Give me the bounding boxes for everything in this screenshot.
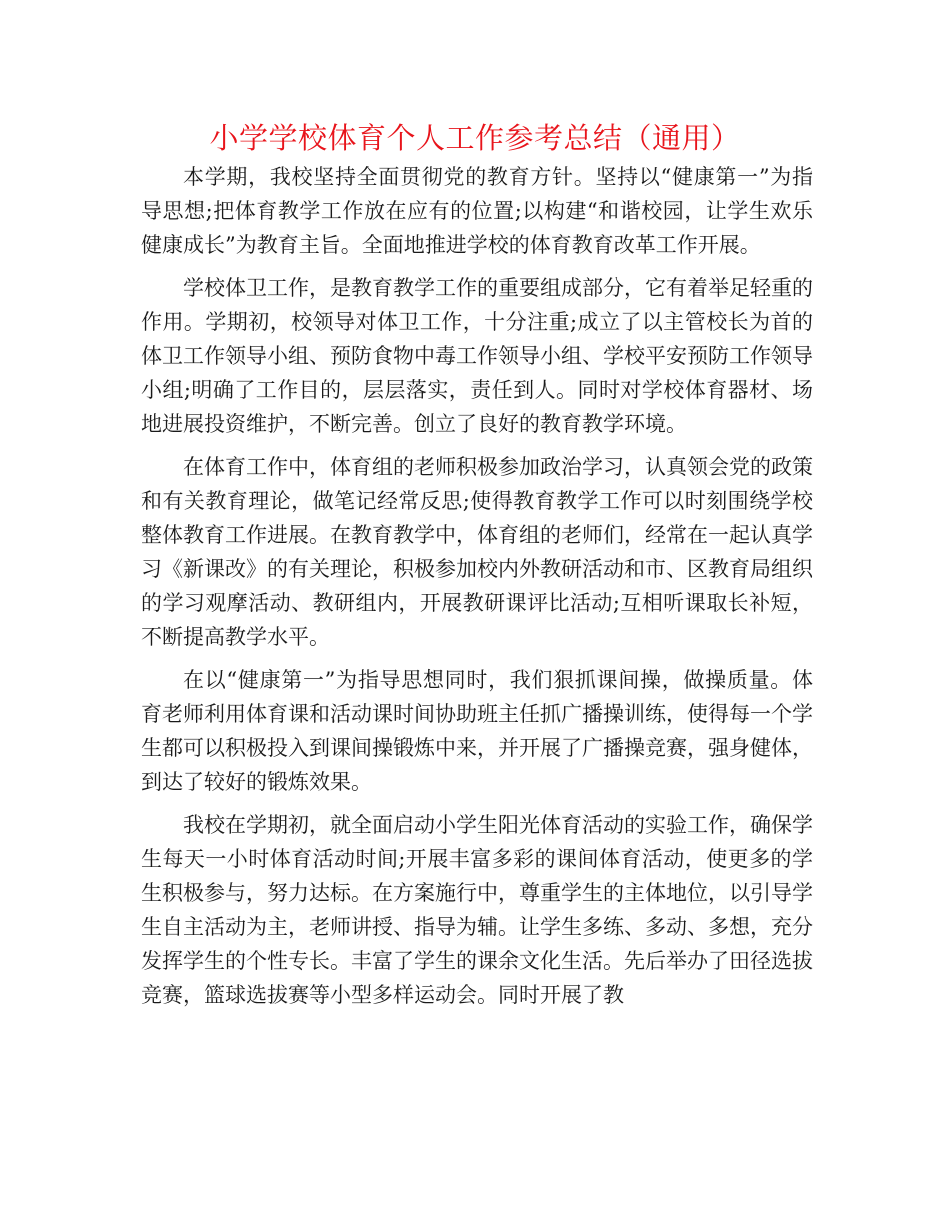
paragraph-3: 在体育工作中，体育组的老师积极参加政治学习，认真领会党的政策和有关教育理论，做笔记经常反思;使得教育教学工作可以时刻围绕学校整体教育工作进展。在教育教学中，体育组的老师们，经常在一起认真学习《新课改》的有关理论，积极参加校内外教研活动和市、区教育局组织的学习观摩活动、教研组内，开展教研课评比活动;互相听课取长补短，不断提高教学水平。 (141, 455, 813, 649)
document-title: 小学学校体育个人工作参考总结（通用） (209, 121, 741, 155)
paragraph-5: 我校在学期初，就全面启动小学生阳光体育活动的实验工作，确保学生每天一小时体育活动时间;开展丰富多彩的课间体育活动，使更多的学生积极参与，努力达标。在方案施行中，尊重学生的主体地位，以引导学生自主活动为主，老师讲授、指导为辅。让学生多练、多动、多想，充分发挥学生的个性专长。丰富了学生的课余文化生活。先后举办了田径选拔竞赛，篮球选拔赛等小型多样运动会。同时开展了教 (141, 813, 813, 1007)
document-body (141, 160, 813, 1021)
paragraph-4: 在以“健康第一”为指导思想同时，我们狠抓课间操，做操质量。体育老师利用体育课和活动课时间协助班主任抓广播操训练，使得每一个学生都可以积极投入到课间操锻炼中来，并开展了广播操竞赛，强身健体，到达了较好的锻炼效果。 (141, 668, 813, 794)
paragraph-1: 本学期，我校坚持全面贯彻党的教育方针。坚持以“健康第一”为指导思想;把体育教学工作放在应有的位置;以构建“和谐校园，让学生欢乐健康成长”为教育主旨。全面地推进学校的体育教育改革工作开展。 (141, 165, 813, 257)
paragraph-2: 学校体卫工作，是教育教学工作的重要组成部分，它有着举足轻重的作用。学期初，校领导对体卫工作，十分注重;成立了以主管校长为首的体卫工作领导小组、预防食物中毒工作领导小组、学校平安预防工作领导小组;明确了工作目的，层层落实，责任到人。同时对学校体育器材、场地进展投资维护，不断完善。创立了良好的教育教学环境。 (141, 276, 813, 436)
